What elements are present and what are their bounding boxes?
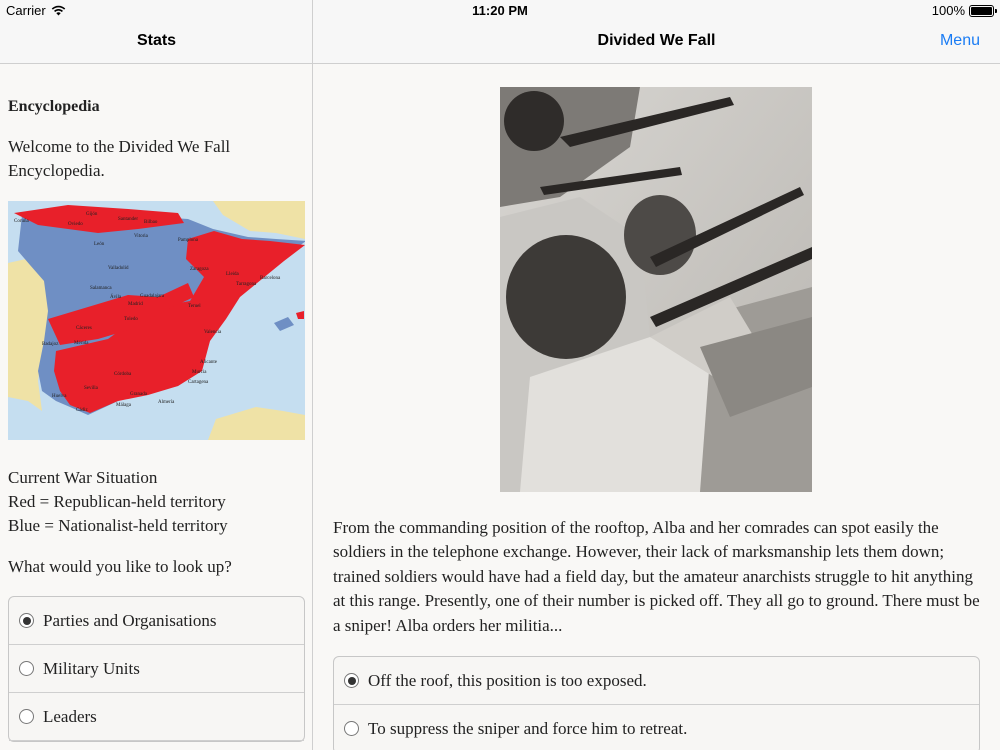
spain-war-map	[8, 201, 305, 440]
city-label: Badajoz	[42, 342, 59, 347]
city-label: Córdoba	[114, 372, 132, 377]
blue-legend: Blue = Nationalist-held territory	[8, 516, 228, 535]
city-label: Huelva	[52, 394, 67, 399]
city-label: Lleida	[226, 272, 239, 277]
battery-percent: 100%	[931, 3, 965, 18]
militia-rooftop-photo	[500, 87, 812, 492]
city-label: Barcelona	[260, 276, 281, 281]
city-label: Cartagena	[188, 380, 209, 385]
city-label: León	[94, 242, 105, 247]
city-label: Almería	[158, 400, 175, 405]
stats-title: Stats	[136, 32, 177, 49]
radio-icon	[344, 721, 359, 736]
city-label: Tarragona	[236, 282, 257, 287]
city-label: Málaga	[116, 403, 131, 408]
city-label: Alicante	[200, 360, 217, 365]
story-text: From the commanding position of the rooftop, Alba and her comrades can spot easily the soldiers in the telephone exchange. However, their lack of marksmanship lets them down; trained soldiers would have had a field day, but the amateur anarchists struggle to hit anything at this range. Presently, one of their number is picked off. They all go to ground. There must be a sniper! Alba orders her militia...	[333, 518, 980, 635]
city-label: Ávila	[110, 295, 122, 300]
choice-label: To suppress the sniper and force him to retreat.	[368, 718, 688, 738]
city-label: Toledo	[124, 317, 138, 322]
stats-pane[interactable]	[0, 64, 312, 750]
city-label: Murcia	[192, 370, 207, 375]
lookup-option-label: Leaders	[43, 706, 97, 726]
lookup-option-leaders[interactable]	[9, 693, 304, 741]
city-label: Salamanca	[90, 286, 112, 291]
city-label: Valladolid	[108, 266, 129, 271]
story-choices	[333, 656, 980, 750]
lookup-option-military-units[interactable]	[9, 645, 304, 693]
choice-label: Off the roof, this position is too exposed.	[368, 670, 647, 690]
city-label: Cádiz	[76, 408, 88, 413]
stats-nav-bar	[0, 20, 313, 64]
lookup-option-label: Parties and Organisations	[43, 610, 217, 630]
city-label: Guadalajara	[140, 294, 165, 299]
lookup-option-label: Military Units	[43, 658, 140, 678]
city-label: Granada	[130, 392, 147, 397]
city-label: Santander	[118, 217, 138, 222]
radio-selected-icon	[344, 673, 359, 688]
lookup-question: What would you like to look up?	[8, 557, 232, 576]
city-label: Teruel	[188, 304, 201, 309]
radio-icon	[19, 661, 34, 676]
city-label: Gijón	[86, 212, 98, 217]
city-label: Madrid	[128, 302, 143, 307]
city-label: Valencia	[204, 330, 222, 335]
radio-selected-icon	[19, 613, 34, 628]
situation-title: Current War Situation	[8, 468, 158, 487]
city-label: Zaragoza	[190, 267, 209, 272]
encyclopedia-heading: Encyclopedia	[8, 98, 100, 115]
city-label: Mérida	[74, 341, 89, 346]
lookup-option-parties[interactable]	[9, 597, 304, 645]
city-label: Sevilla	[84, 386, 98, 391]
war-situation	[8, 466, 304, 538]
city-label: Oviedo	[68, 222, 83, 227]
city-label: Bilbao	[144, 220, 158, 225]
battery-icon	[969, 5, 994, 17]
radio-icon	[19, 709, 34, 724]
battery-indicator	[932, 3, 994, 18]
story-pane[interactable]	[313, 64, 1000, 750]
carrier-label: Carrier	[6, 3, 46, 18]
red-legend: Red = Republican-held territory	[8, 492, 226, 511]
game-title: Divided We Fall	[597, 32, 716, 49]
choice-suppress-sniper[interactable]	[334, 705, 979, 750]
encyclopedia-welcome: Welcome to the Divided We Fall Encyclopedia.	[8, 137, 231, 180]
choice-leave-roof[interactable]	[334, 657, 979, 705]
story-nav-bar	[313, 20, 1000, 64]
city-label: Cáceres	[76, 326, 92, 331]
status-bar	[0, 0, 1000, 20]
clock: 11:20 PM	[472, 3, 528, 18]
city-label: Vitoria	[134, 234, 148, 239]
lookup-options	[8, 596, 305, 742]
city-label: Pamplona	[178, 238, 198, 243]
menu-button[interactable]: Menu	[939, 32, 980, 49]
city-label: Coruña	[14, 219, 29, 224]
